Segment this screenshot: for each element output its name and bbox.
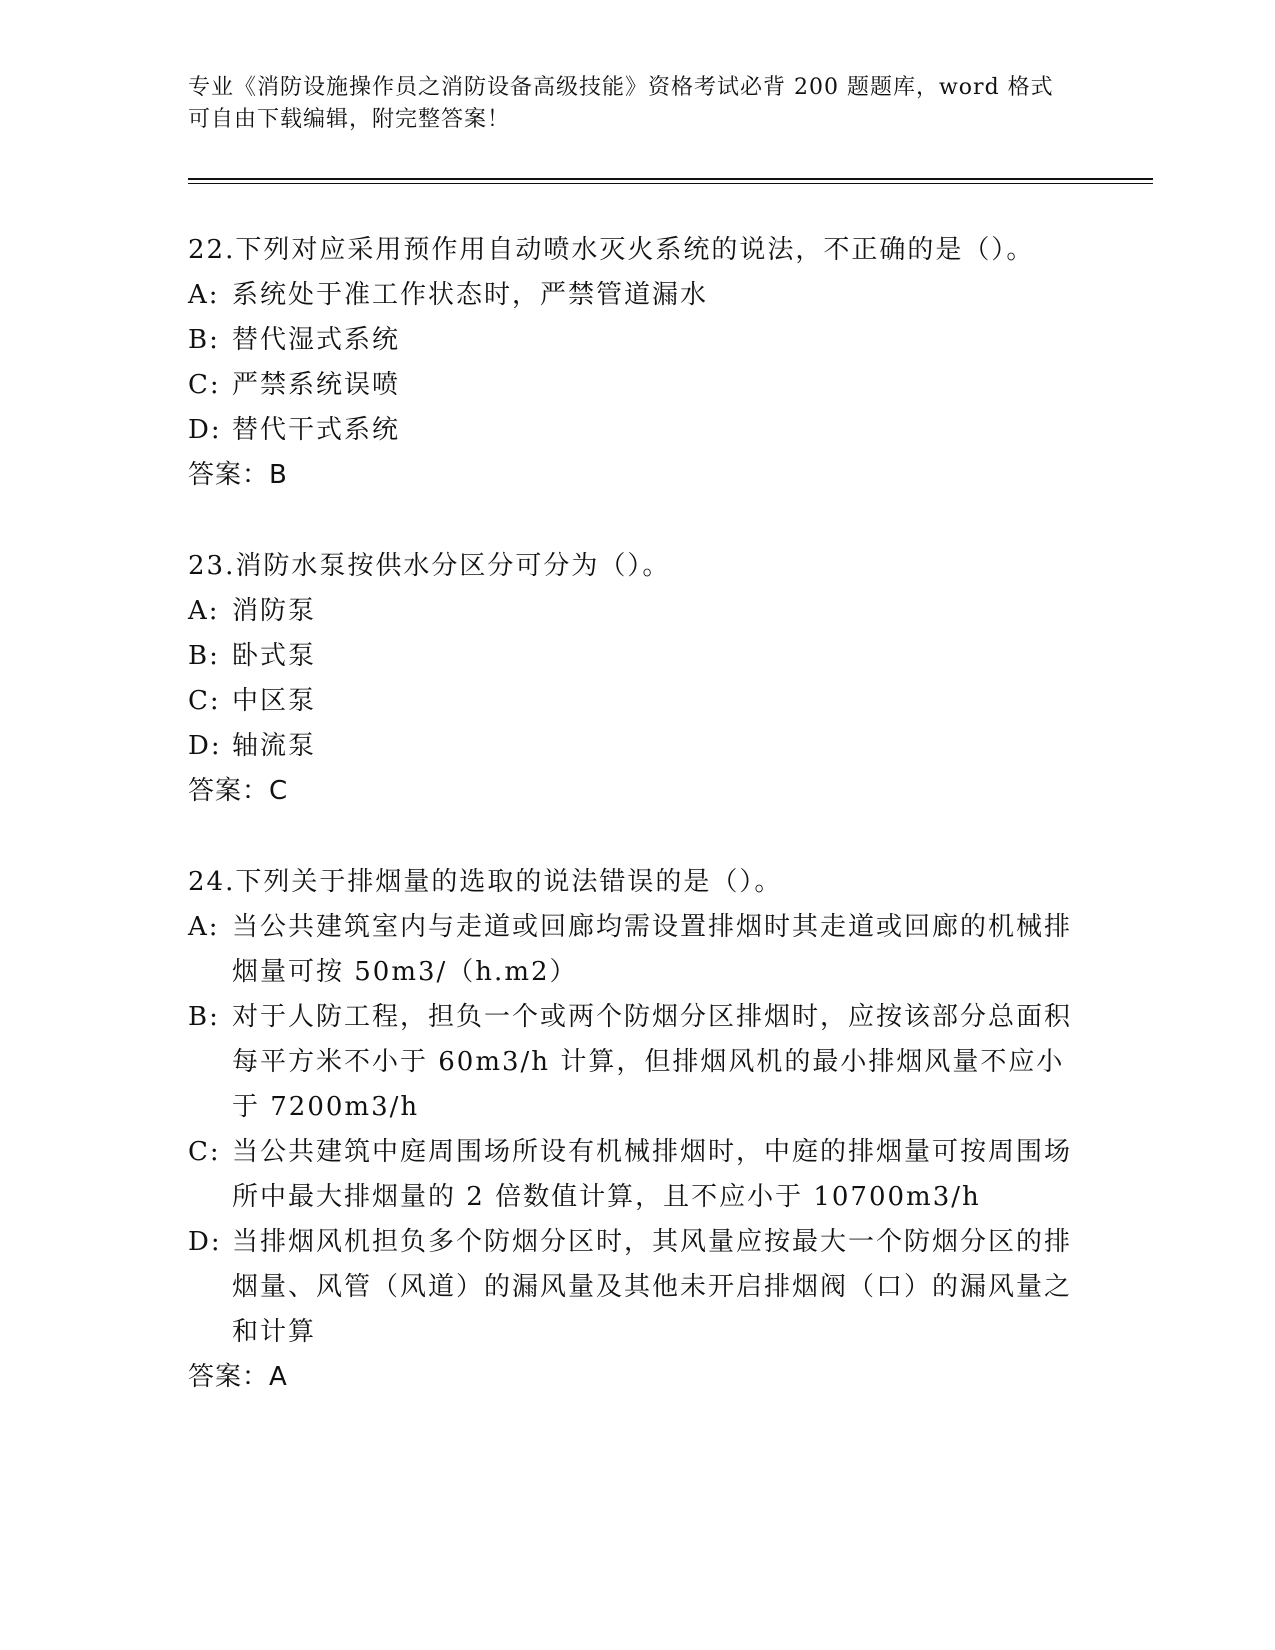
option-d bbox=[188, 408, 1078, 453]
option-text: 当排烟风机担负多个防烟分区时，其风量应按最大一个防烟分区的排烟量、风管（风道）的漏风量及其他未开启排烟阀（口）的漏风量之和计算 bbox=[232, 1227, 1073, 1347]
option-text: 对于人防工程，担负一个或两个防烟分区排烟时，应按该部分总面积每平方米不小于 60m3/h 计算，但排烟风机的最小排烟风量不应小于 7200m3/h bbox=[232, 1002, 1073, 1122]
answer-label: 答案：A bbox=[188, 1362, 288, 1392]
answer-label: 答案：C bbox=[188, 776, 289, 806]
option-letter: B: bbox=[188, 325, 220, 355]
option-letter: A: bbox=[188, 912, 220, 942]
option-text: 替代干式系统 bbox=[232, 415, 401, 445]
option-letter: C: bbox=[188, 370, 221, 400]
option-letter: B: bbox=[188, 1002, 220, 1032]
option-c bbox=[188, 1130, 1078, 1220]
option-letter: A: bbox=[188, 596, 220, 626]
question-list bbox=[188, 228, 1078, 1446]
question-23 bbox=[188, 544, 1078, 814]
question-stem: 24.下列关于排烟量的选取的说法错误的是（）。 bbox=[188, 867, 783, 897]
option-letter: D: bbox=[188, 415, 222, 445]
option-letter: C: bbox=[188, 686, 221, 716]
option-letter: D: bbox=[188, 731, 222, 761]
option-letter: C: bbox=[188, 1137, 221, 1167]
option-a bbox=[188, 589, 1078, 634]
option-b bbox=[188, 995, 1078, 1130]
option-b bbox=[188, 318, 1078, 363]
option-letter: D: bbox=[188, 1227, 222, 1257]
question-24 bbox=[188, 860, 1078, 1400]
answer-label: 答案：B bbox=[188, 460, 288, 490]
option-letter: A: bbox=[188, 280, 220, 310]
option-d bbox=[188, 724, 1078, 769]
option-text: 轴流泵 bbox=[232, 731, 317, 761]
question-stem: 22.下列对应采用预作用自动喷水灭火系统的说法，不正确的是（）。 bbox=[188, 235, 1035, 265]
option-text: 严禁系统误喷 bbox=[232, 370, 401, 400]
question-stem: 23.消防水泵按供水分区分可分为（）。 bbox=[188, 551, 671, 581]
option-c bbox=[188, 679, 1078, 724]
option-text: 中区泵 bbox=[232, 686, 317, 716]
option-d bbox=[188, 1220, 1078, 1355]
option-letter: B: bbox=[188, 641, 220, 671]
option-text: 当公共建筑室内与走道或回廊均需设置排烟时其走道或回廊的机械排烟量可按 50m3/（h.m2） bbox=[232, 912, 1073, 987]
option-text: 系统处于准工作状态时，严禁管道漏水 bbox=[232, 280, 709, 310]
option-a bbox=[188, 905, 1078, 995]
option-b bbox=[188, 634, 1078, 679]
question-22 bbox=[188, 228, 1078, 498]
header-divider bbox=[188, 178, 1153, 184]
option-c bbox=[188, 363, 1078, 408]
option-text: 当公共建筑中庭周围场所设有机械排烟时，中庭的排烟量可按周围场所中最大排烟量的 2 倍数值计算，且不应小于 10700m3/h bbox=[232, 1137, 1073, 1212]
option-a bbox=[188, 273, 1078, 318]
option-text: 替代湿式系统 bbox=[232, 325, 401, 355]
document-header: 专业《消防设施操作员之消防设备高级技能》资格考试必背 200 题题库，word 格式可自由下载编辑，附完整答案！ bbox=[188, 75, 1054, 132]
option-text: 消防泵 bbox=[232, 596, 317, 626]
option-text: 卧式泵 bbox=[232, 641, 317, 671]
